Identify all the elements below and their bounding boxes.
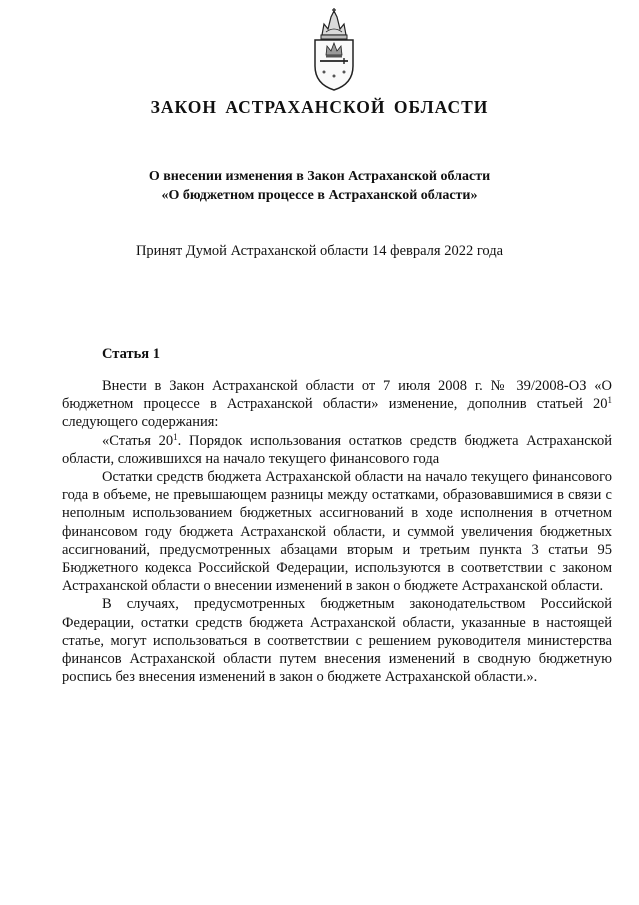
paragraph-2-tail: . Порядок использования остатков средств бюджета Астраханской области, сложившихся на начало текущего финансового года: [62, 432, 612, 467]
superscript: 1: [607, 395, 612, 406]
paragraph-3: Остатки средств бюджета Астраханской области на начало текущего финансового года в объеме, не превышающем разницы между остатками, образовавшимися в связи с неполным использованием бюджетных ассигнований в ходе исполнения в отчетном финансовом году бюджета Астраханской области, и суммой увеличения бюджетных ассигнований, предусмотренных абзацами вторым и третьим пункта 3 статьи 95 Бюджетного кодекса Российской Федерации, используются в соответствии с законом Астраханской области о внесении изменений в закон о бюджете Астраханской области.: [62, 469, 612, 595]
paragraph-2-text: «Статья 20: [102, 432, 174, 449]
article-heading: Статья 1: [102, 346, 160, 362]
paragraph-1-tail: следующего содержания:: [62, 414, 219, 431]
paragraph-1-text: Внести в Закон Астраханской области от 7 июля 2008 г. № 39/2008-ОЗ «О бюджетном процессе в Астраханской области» изменение, дополнив статьей 20: [62, 378, 612, 413]
paragraph-2: [62, 432, 612, 468]
subtitle-line-2: «О бюджетном процессе в Астраханской области»: [161, 188, 478, 203]
paragraph-4: В случаях, предусмотренных бюджетным законодательством Российской Федерации, остатки средств бюджета Астраханской области, указанные в настоящей статье, могут использоваться в соответствии с решением руководителя министерства финансов Астраханской области путем внесения изменений в сводную бюджетную роспись без внесения изменений в закон о бюджете Астраханской области.».: [62, 596, 612, 686]
subtitle-line-1: О внесении изменения в Закон Астраханской области: [148, 169, 491, 184]
superscript: 1: [173, 431, 178, 442]
law-subtitle: [0, 167, 639, 205]
adoption-line: Принят Думой Астраханской области 14 февраля 2022 года: [135, 243, 504, 259]
paragraph-1: [62, 377, 612, 432]
article-body: [62, 377, 612, 686]
law-title: ЗАКОН АСТРАХАНСКОЙ ОБЛАСТИ: [150, 97, 489, 117]
coat-of-arms-icon: [304, 8, 364, 92]
